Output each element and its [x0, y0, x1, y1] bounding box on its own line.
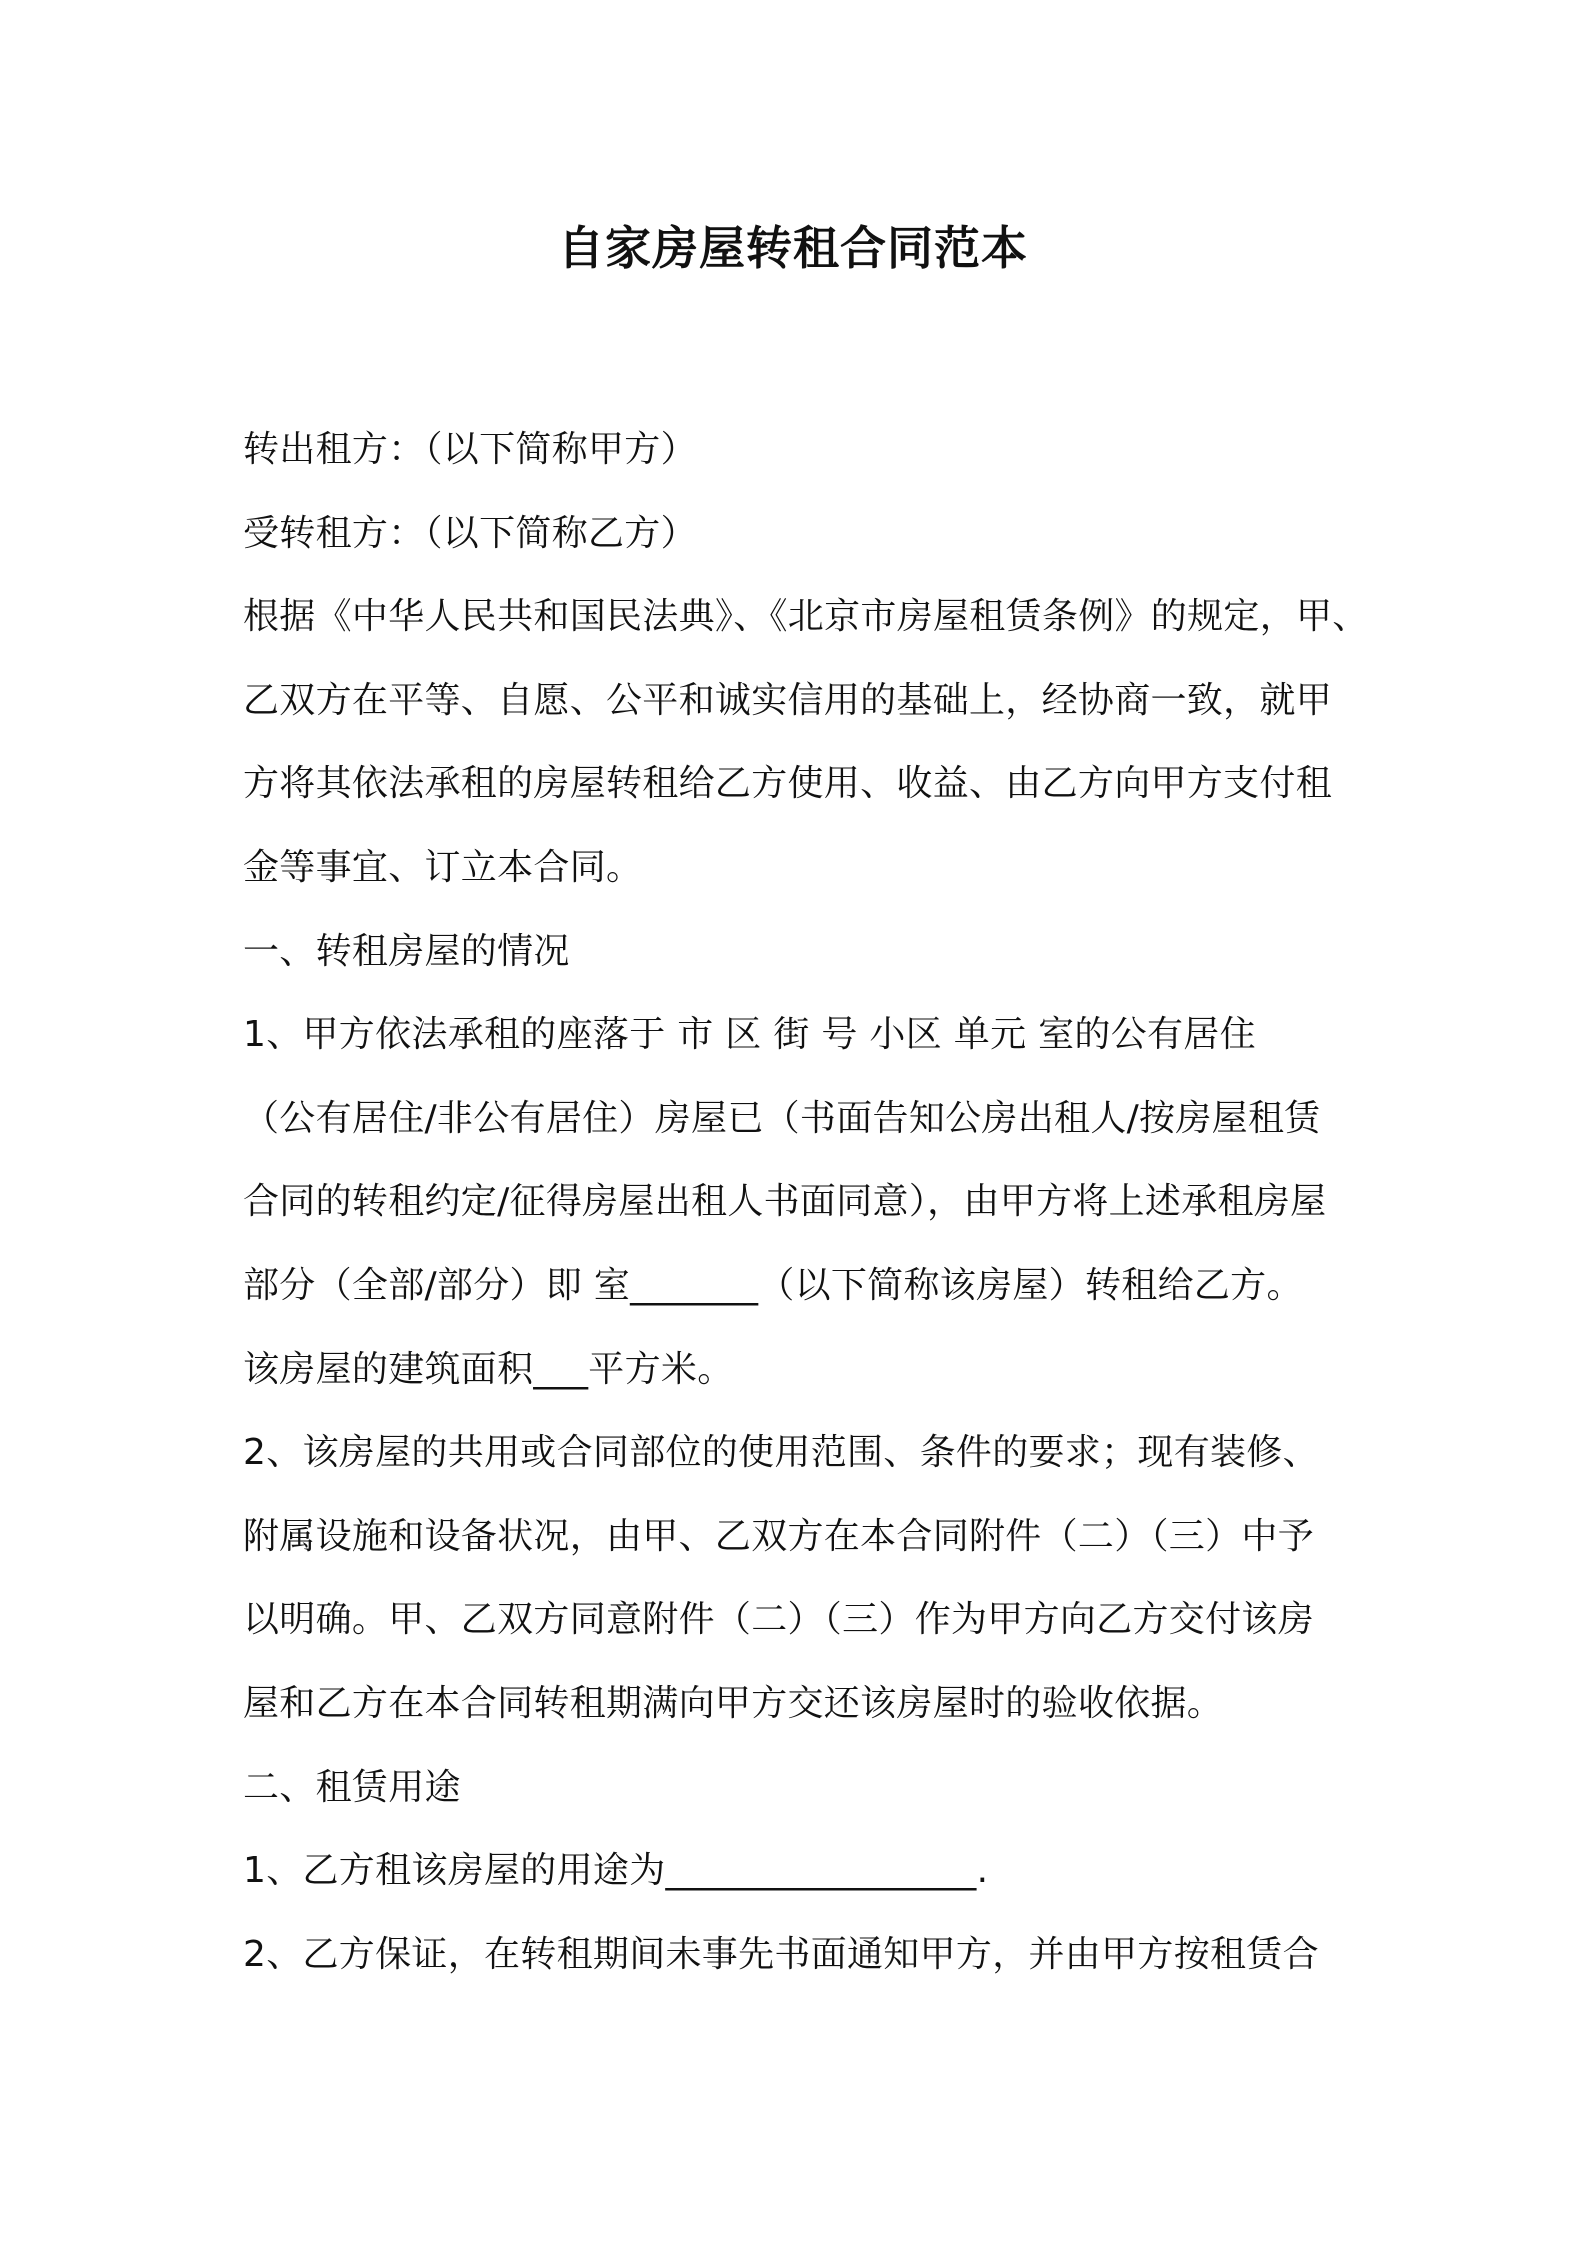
document-body	[243, 408, 1369, 1996]
preamble-line-2: 乙双方在平等、自愿、公平和诚实信用的基础上，经协商一致，就甲	[243, 679, 1333, 721]
clause-1-1-line-2: （公有居住/非公有居住）房屋已（书面告知公房出租人/按房屋租赁	[243, 1097, 1321, 1139]
clause-1-2-line-3: 以明确。甲、乙双方同意附件（二）（三）作为甲方向乙方交付该房	[243, 1599, 1315, 1641]
section-2-heading: 二、租赁用途	[243, 1766, 461, 1808]
preamble-line-4: 金等事宜、订立本合同。	[243, 846, 643, 888]
party-b-line: 受转租方：（以下简称乙方）	[243, 512, 697, 554]
document-title: 自家房屋转租合同范本	[558, 221, 1028, 275]
preamble-line-3: 方将其依法承租的房屋转租给乙方使用、收益、由乙方向甲方支付租	[243, 763, 1333, 805]
clause-2-2-line-1: 2、乙方保证，在转租期间未事先书面通知甲方，并由甲方按租赁合	[243, 1933, 1319, 1975]
party-a-line: 转出租方：（以下简称甲方）	[243, 429, 697, 470]
clause-2-1-line-1: 1、乙方租该房屋的用途为_________________.	[243, 1850, 989, 1892]
clause-1-2-line-4: 屋和乙方在本合同转租期满向甲方交还该房屋时的验收依据。	[243, 1682, 1224, 1724]
clause-1-1-line-1: 1、甲方依法承租的座落于 市 区 街 号 小区 单元 室的公有居住	[243, 1014, 1256, 1056]
clause-1-2-line-2: 附属设施和设备状况，由甲、乙双方在本合同附件（二）（三）中予	[243, 1515, 1315, 1557]
clause-1-1-line-3: 合同的转租约定/征得房屋出租人书面同意），由甲方将上述承租房屋	[243, 1181, 1327, 1223]
clause-1-2-line-1: 2、该房屋的共用或合同部位的使用范围、条件的要求；现有装修、	[243, 1432, 1319, 1474]
clause-1-1-line-4: 部分（全部/部分）即 室_______（以下简称该房屋）转租给乙方。	[243, 1264, 1303, 1306]
preamble-line-1: 根据《中华人民共和国民法典》、《北京市房屋租赁条例》的规定，甲、	[243, 596, 1369, 638]
section-1-heading: 一、转租房屋的情况	[243, 930, 570, 972]
clause-1-1-line-5: 该房屋的建筑面积___平方米。	[243, 1348, 734, 1390]
